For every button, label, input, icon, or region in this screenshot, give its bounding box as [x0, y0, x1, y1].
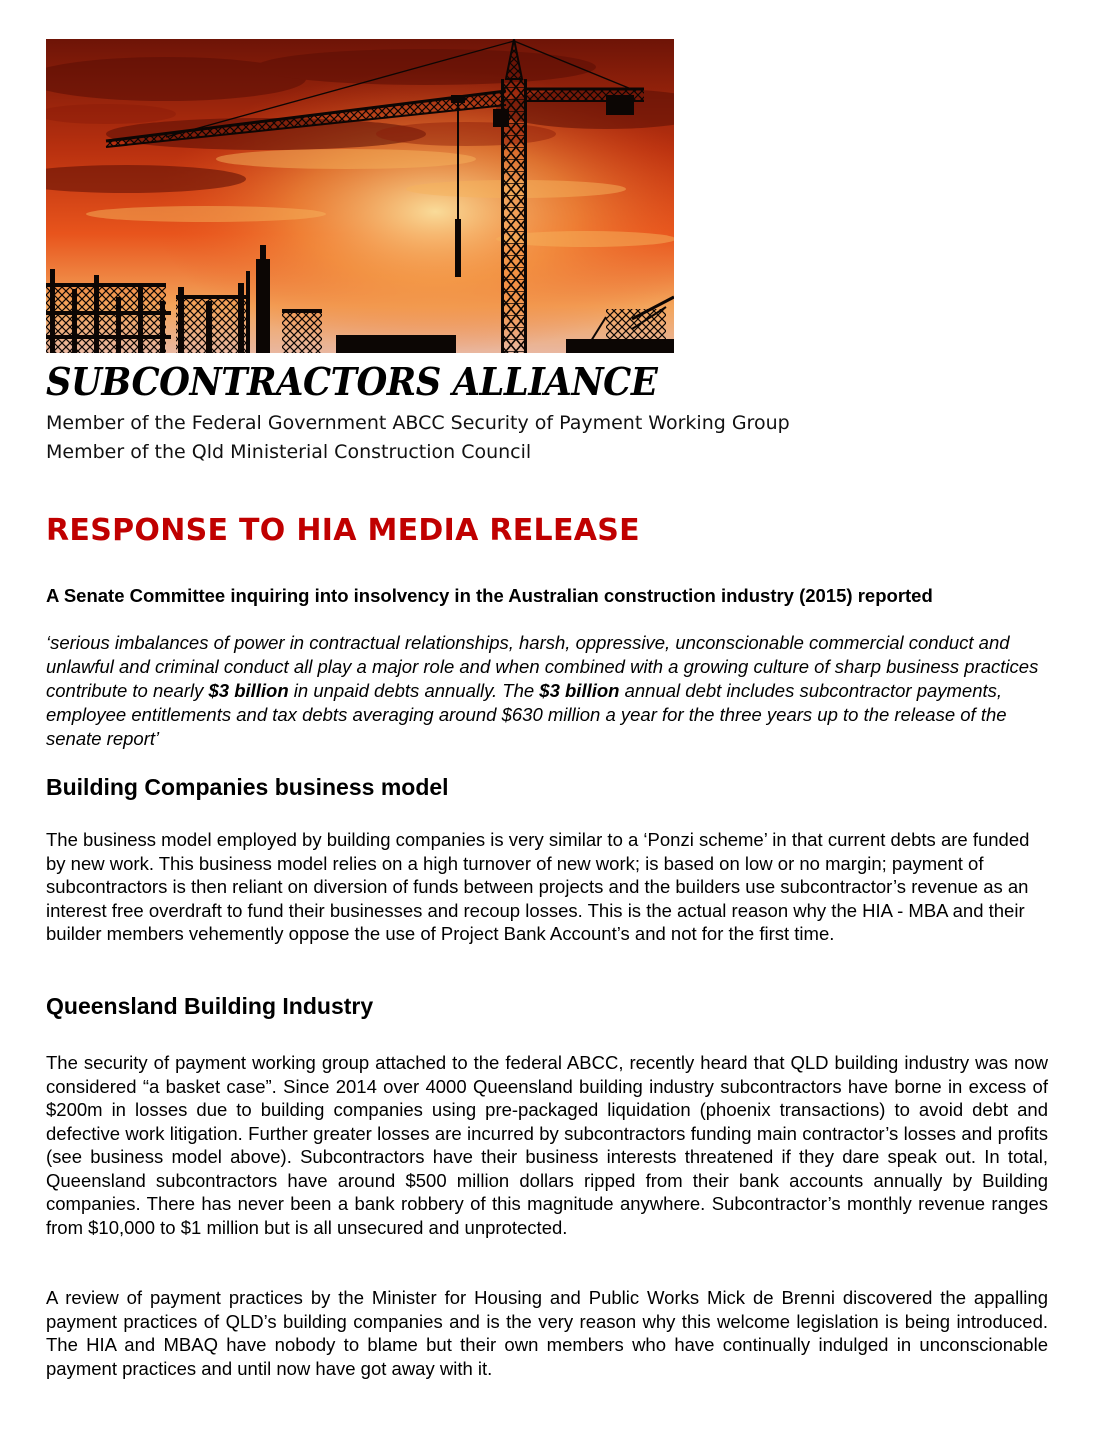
- queensland-industry-paragraph: The security of payment working group attached to the federal ABCC, recently heard that QLD building industry was now considered “a basket case”. Since 2014 over 4000 Queensland building industry subcontractors have borne in excess of $200m in losses due to building companies using pre-packaged liquidation (phoenix transactions) to avoid debt and defective work litigation. Further greater losses are incurred by subcontractors funding main contractor’s losses and profits (see business model above). Subcontractors have their business interests threatened if they dare speak out. In total, Queensland subcontractors have around $500 million dollars ripped from their bank accounts annually by Building companies. There has never been a bank robbery of this magnitude anywhere. Subcontractor’s monthly revenue ranges from $10,000 to $1 million but is all unsecured and unprotected.: [46, 1052, 1048, 1238]
- hero-image: [46, 39, 674, 353]
- business-model-paragraph: The business model employed by building companies is very similar to a ‘Ponzi scheme’ in that current debts are funded by new work. This business model relies on a high turnover of new work; is based on low or no margin; payment of subcontractors is then reliant on diversion of funds between projects and the builders use subcontractor’s revenue as an interest free overdraft to fund their businesses and recoup losses. This is the actual reason why the HIA - MBA and their builder members vehemently oppose the use of Project Bank Account’s and not for the first time.: [46, 829, 1030, 944]
- section-heading-business-model: Building Companies business model: [46, 774, 449, 800]
- senate-committee-lead: A Senate Committee inquiring into insolvency in the Australian construction industry (2015) reported: [46, 585, 933, 606]
- membership-line: Member of the Federal Government ABCC Security of Payment Working Group: [46, 412, 790, 434]
- quote-emphasis: $3 billion: [208, 680, 289, 701]
- organization-name: SUBCONTRACTORS ALLIANCE: [46, 359, 658, 404]
- payment-review-paragraph: A review of payment practices by the Minister for Housing and Public Works Mick de Brenni discovered the appalling payment practices of QLD’s building companies and is the very reason why this welcome legislation is being introduced. The HIA and MBAQ have nobody to blame but their own members who have continually indulged in unconscionable payment practices and until now have got away with it.: [46, 1287, 1048, 1379]
- quote-emphasis: $3 billion: [539, 680, 620, 701]
- senate-report-quote: [46, 631, 1046, 751]
- quote-text: annual debt includes subcontractor payments, employee entitlements and tax debts averaging around $630 million a year for the three years up to the release of the senate report’: [46, 680, 1007, 749]
- release-title: RESPONSE TO HIA MEDIA RELEASE: [46, 513, 640, 548]
- quote-text: in unpaid debts annually. The: [288, 680, 540, 701]
- quote-text: ‘serious imbalances of power in contractual relationships, harsh, oppressive, unconscionable commercial conduct and unlawful and criminal conduct all play a major role and when combined with a growing culture of sharp business practices contribute to nearly: [46, 632, 1039, 701]
- construction-sunset-illustration: [46, 39, 674, 353]
- section-heading-queensland-industry: Queensland Building Industry: [46, 993, 374, 1019]
- membership-line: Member of the Qld Ministerial Construction Council: [46, 441, 532, 463]
- membership-list: [46, 409, 790, 467]
